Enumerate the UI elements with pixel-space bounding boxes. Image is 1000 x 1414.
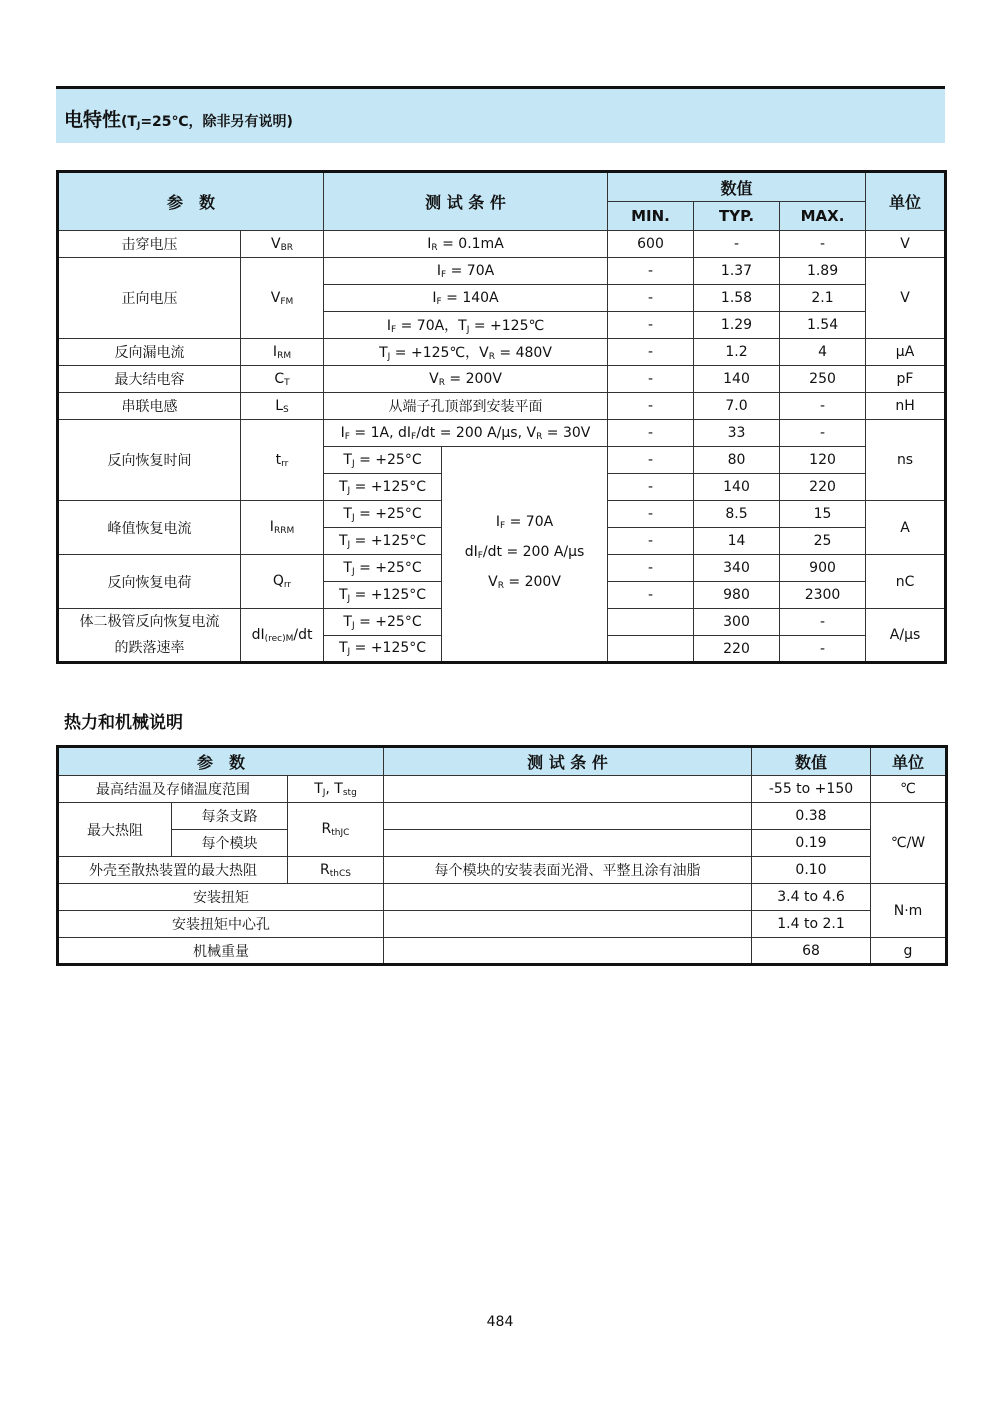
- header-value: 数值: [608, 172, 866, 202]
- value-typ: -: [694, 231, 780, 258]
- value-min: -: [608, 555, 694, 582]
- test-temperature: $T_J = +25^\circ C$: [324, 555, 442, 582]
- value: 3.4 to 4.6: [752, 884, 871, 911]
- value-min: -: [608, 501, 694, 528]
- value-min: -: [608, 420, 694, 447]
- value-typ: 220: [694, 636, 780, 663]
- value: 0.38: [752, 803, 871, 830]
- page-number: 484: [486, 1314, 514, 1330]
- value-max: 1.54: [780, 312, 866, 339]
- value-typ: 8.5: [694, 501, 780, 528]
- unit: A/μs: [866, 609, 946, 663]
- unit: ns: [866, 420, 946, 501]
- param-name: 体二极管反向恢复电流 的跌落速率: [58, 609, 241, 663]
- value-typ: 1.58: [694, 285, 780, 312]
- unit: pF: [866, 366, 946, 393]
- test-condition: $I_F = 70A$: [324, 258, 608, 285]
- test-temperature: $T_J = +25^\circ C$: [324, 609, 442, 636]
- test-condition: 从端子孔顶部到安装平面: [324, 393, 608, 420]
- unit: V: [866, 231, 946, 258]
- table-row: [58, 393, 946, 420]
- test-condition: [384, 884, 752, 911]
- param-name: 最高结温及存储温度范围: [58, 776, 288, 803]
- param-symbol: $Q_{rr}$: [241, 555, 324, 609]
- table-row: [58, 366, 946, 393]
- value: 0.10: [752, 857, 871, 884]
- value-max: 900: [780, 555, 866, 582]
- value-min: -: [608, 258, 694, 285]
- value-max: -: [780, 609, 866, 636]
- test-condition: 每个模块的安装表面光滑、平整且涂有油脂: [384, 857, 752, 884]
- value-max: 2.1: [780, 285, 866, 312]
- header-parameter: 参 数: [58, 172, 324, 231]
- param-name: 反向恢复电荷: [58, 555, 241, 609]
- table-row: [58, 803, 947, 830]
- test-condition: [384, 911, 752, 938]
- test-condition: [384, 803, 752, 830]
- table-row: [58, 938, 947, 965]
- table-row: [58, 857, 947, 884]
- table-row: [58, 884, 947, 911]
- value-max: -: [780, 393, 866, 420]
- param-symbol: $t_{rr}$: [241, 420, 324, 501]
- value-typ: 1.37: [694, 258, 780, 285]
- test-temperature: $T_J = +125^\circ C$: [324, 582, 442, 609]
- test-condition: $I_F = 1A$, $dI_F/dt = 200$ A/μs, $V_R = 30V$: [324, 420, 608, 447]
- test-condition: $I_F = 70A$，$T_J$ = +125℃: [324, 312, 608, 339]
- value-max: 250: [780, 366, 866, 393]
- param-name: 机械重量: [58, 938, 384, 965]
- value-typ: 980: [694, 582, 780, 609]
- param-name: 串联电感: [58, 393, 241, 420]
- table-row: [58, 776, 947, 803]
- value-min: -: [608, 285, 694, 312]
- param-name: 外壳至散热装置的最大热阻: [58, 857, 288, 884]
- test-condition: $T_J$ = +125℃，$V_R = 480V$: [324, 339, 608, 366]
- param-name: 反向恢复时间: [58, 420, 241, 501]
- param-name: 正向电压: [58, 258, 241, 339]
- test-condition: $V_R = 200V$: [324, 366, 608, 393]
- value: -55 to +150: [752, 776, 871, 803]
- value-max: -: [780, 636, 866, 663]
- unit: V: [866, 258, 946, 339]
- header-test-condition: 测 试 条 件: [324, 172, 608, 231]
- table-row: [58, 911, 947, 938]
- section-header-electrical: [56, 89, 945, 143]
- test-temperature: $T_J = +125^\circ C$: [324, 474, 442, 501]
- header-typ: TYP.: [694, 202, 780, 231]
- value-min: -: [608, 474, 694, 501]
- param-symbol: $dI_{(rec)M}/dt$: [241, 609, 324, 663]
- test-temperature: $T_J = +25^\circ C$: [324, 447, 442, 474]
- value-max: -: [780, 231, 866, 258]
- value: 1.4 to 2.1: [752, 911, 871, 938]
- test-temperature: $T_J = +125^\circ C$: [324, 528, 442, 555]
- unit: g: [871, 938, 947, 965]
- value-min: -: [608, 393, 694, 420]
- value-min: -: [608, 582, 694, 609]
- param-symbol: $I_{RRM}$: [241, 501, 324, 555]
- value-typ: 140: [694, 366, 780, 393]
- table-row: [58, 830, 947, 857]
- thermal-mechanical-table: [56, 745, 948, 966]
- value-max: 220: [780, 474, 866, 501]
- param-symbol: $R_{thJC}$: [288, 803, 384, 857]
- value-typ: 1.29: [694, 312, 780, 339]
- param-subname: 每个模块: [172, 830, 288, 857]
- param-symbol: $V_{FM}$: [241, 258, 324, 339]
- param-name: 反向漏电流: [58, 339, 241, 366]
- value-typ: 340: [694, 555, 780, 582]
- unit: nH: [866, 393, 946, 420]
- value-typ: 1.2: [694, 339, 780, 366]
- value-min: -: [608, 528, 694, 555]
- value-max: 2300: [780, 582, 866, 609]
- value-max: 1.89: [780, 258, 866, 285]
- value-min: [608, 609, 694, 636]
- shared-test-condition: $I_F = 70A$ $dI_F/dt = 200$ A/μs $V_R = 200V$: [442, 447, 608, 663]
- header-unit: 单位: [871, 747, 947, 776]
- section-title-thermal-mechanical: 热力和机械说明: [64, 713, 183, 733]
- param-symbol: $C_T$: [241, 366, 324, 393]
- value-min: -: [608, 366, 694, 393]
- test-temperature: $T_J = +25^\circ C$: [324, 501, 442, 528]
- unit: ℃: [871, 776, 947, 803]
- param-name: 峰值恢复电流: [58, 501, 241, 555]
- param-symbol: $I_{RM}$: [241, 339, 324, 366]
- test-condition: $I_F = 140A$: [324, 285, 608, 312]
- value-typ: 14: [694, 528, 780, 555]
- param-subname: 每条支路: [172, 803, 288, 830]
- value-typ: 33: [694, 420, 780, 447]
- value-max: 120: [780, 447, 866, 474]
- test-condition: [384, 830, 752, 857]
- param-symbol: $L_S$: [241, 393, 324, 420]
- value-min: 600: [608, 231, 694, 258]
- param-name: 安装扭矩: [58, 884, 384, 911]
- header-unit: 单位: [866, 172, 946, 231]
- value-typ: 300: [694, 609, 780, 636]
- test-temperature: $T_J = +125^\circ C$: [324, 636, 442, 663]
- param-name: 击穿电压: [58, 231, 241, 258]
- param-symbol: $V_{BR}$: [241, 231, 324, 258]
- value-min: -: [608, 312, 694, 339]
- table-row: [58, 231, 946, 258]
- header-parameter: 参 数: [58, 747, 384, 776]
- value-min: -: [608, 447, 694, 474]
- table-row: [58, 420, 946, 447]
- unit: nC: [866, 555, 946, 609]
- value: 68: [752, 938, 871, 965]
- unit: A: [866, 501, 946, 555]
- electrical-characteristics-table: [56, 170, 947, 664]
- test-condition: [384, 938, 752, 965]
- test-condition: [384, 776, 752, 803]
- param-name: 最大热阻: [58, 803, 172, 857]
- value-max: -: [780, 420, 866, 447]
- table-row: [58, 258, 946, 285]
- value-max: 15: [780, 501, 866, 528]
- value-typ: 80: [694, 447, 780, 474]
- value: 0.19: [752, 830, 871, 857]
- param-symbol: $R_{thCS}$: [288, 857, 384, 884]
- unit: N·m: [871, 884, 947, 938]
- value-max: 25: [780, 528, 866, 555]
- param-name: 安装扭矩中心孔: [58, 911, 384, 938]
- table-row: [58, 339, 946, 366]
- param-symbol: $T_J$, $T_{stg}$: [288, 776, 384, 803]
- value-typ: 7.0: [694, 393, 780, 420]
- value-min: [608, 636, 694, 663]
- header-test-condition: 测 试 条 件: [384, 747, 752, 776]
- header-max: MAX.: [780, 202, 866, 231]
- value-min: -: [608, 339, 694, 366]
- section-title-electrical: 电特性($T_J=25℃$，除非另有说明): [64, 109, 293, 131]
- unit: μA: [866, 339, 946, 366]
- test-condition: $I_R = 0.1mA$: [324, 231, 608, 258]
- unit: ℃/W: [871, 803, 947, 884]
- value-typ: 140: [694, 474, 780, 501]
- header-min: MIN.: [608, 202, 694, 231]
- param-name: 最大结电容: [58, 366, 241, 393]
- header-value: 数值: [752, 747, 871, 776]
- value-max: 4: [780, 339, 866, 366]
